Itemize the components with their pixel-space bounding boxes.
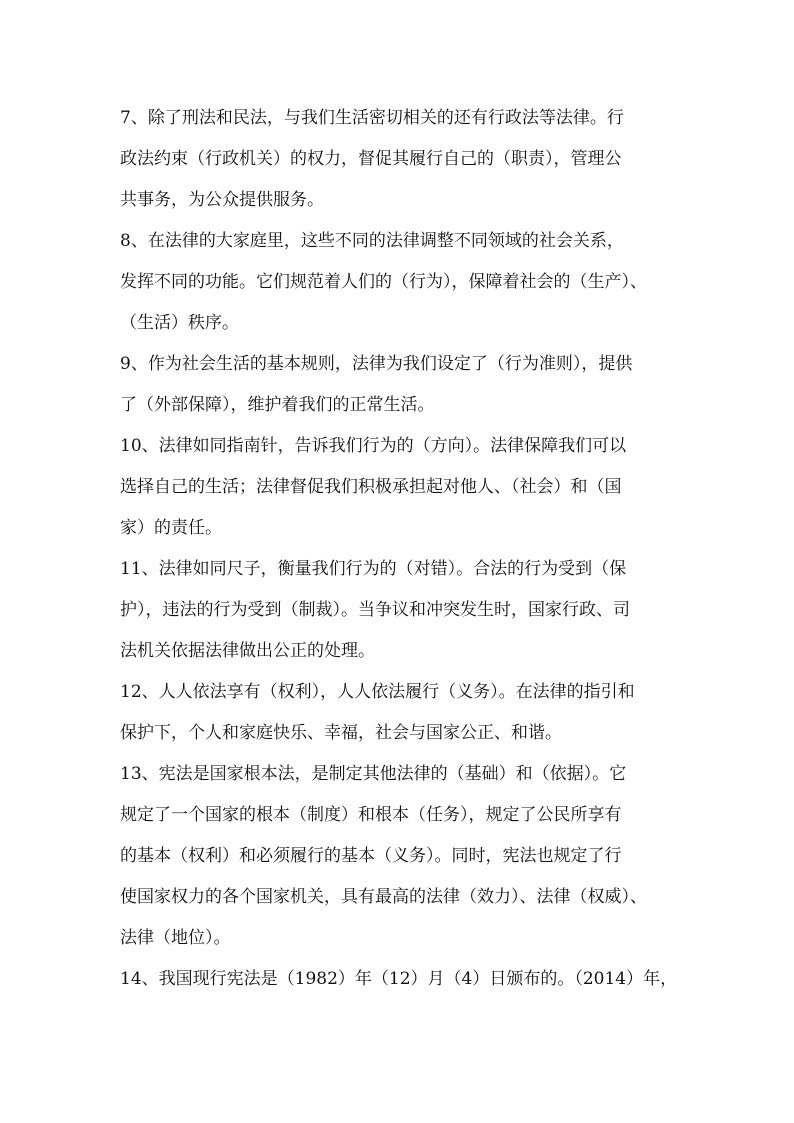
text-line: 选择自己的生活；法律督促我们积极承担起对他人、（社会）和（国 [120,477,622,497]
text-line: 的基本（权利）和必须履行的基本（义务）。同时，宪法也规定了行 [120,846,622,866]
text-line: 政法约束（行政机关）的权力，督促其履行自己的（职责），管理公 [120,149,622,169]
text-line: 共事务，为公众提供服务。 [120,190,324,210]
text-line: 14、我国现行宪法是（1982）年（12）月（4）日颁布的。（2014）年， [120,969,678,989]
text-line: 13、宪法是国家根本法，是制定其他法律的（基础）和（依据）。它 [120,764,627,784]
text-line: 护），违法的行为受到（制裁）。当争议和冲突发生时，国家行政、司 [120,600,630,620]
text-line: 规定了一个国家的根本（制度）和根本（任务），规定了公民所享有 [120,805,622,825]
text-line: 10、法律如同指南针，告诉我们行为的（方向）。法律保障我们可以 [120,436,627,456]
text-line: 7、除了刑法和民法，与我们生活密切相关的还有行政法等法律。行 [120,108,624,128]
text-line: （生活）秩序。 [120,313,239,333]
text-line: 8、在法律的大家庭里，这些不同的法律调整不同领域的社会关系， [120,231,624,251]
text-line: 法律（地位）。 [120,928,231,948]
text-line: 9、作为社会生活的基本规则，法律为我们设定了（行为准则），提供 [120,354,633,374]
text-line: 家）的责任。 [120,518,222,538]
text-line: 发挥不同的功能。它们规范着人们的（行为），保障着社会的（生产）、 [120,272,647,292]
text-line: 法机关依据法律做出公正的处理。 [120,641,375,661]
text-line: 了（外部保障），维护着我们的正常生活。 [120,395,435,415]
text-line: 使国家权力的各个国家机关，具有最高的法律（效力）、法律（权威）、 [120,887,647,907]
text-line: 12、人人依法享有（权利），人人依法履行（义务）。在法律的指引和 [120,682,635,702]
text-line: 保护下，个人和家庭快乐、幸福，社会与国家公正、和谐。 [120,723,562,743]
text-line: 11、法律如同尺子，衡量我们行为的（对错）。合法的行为受到（保 [120,559,627,579]
